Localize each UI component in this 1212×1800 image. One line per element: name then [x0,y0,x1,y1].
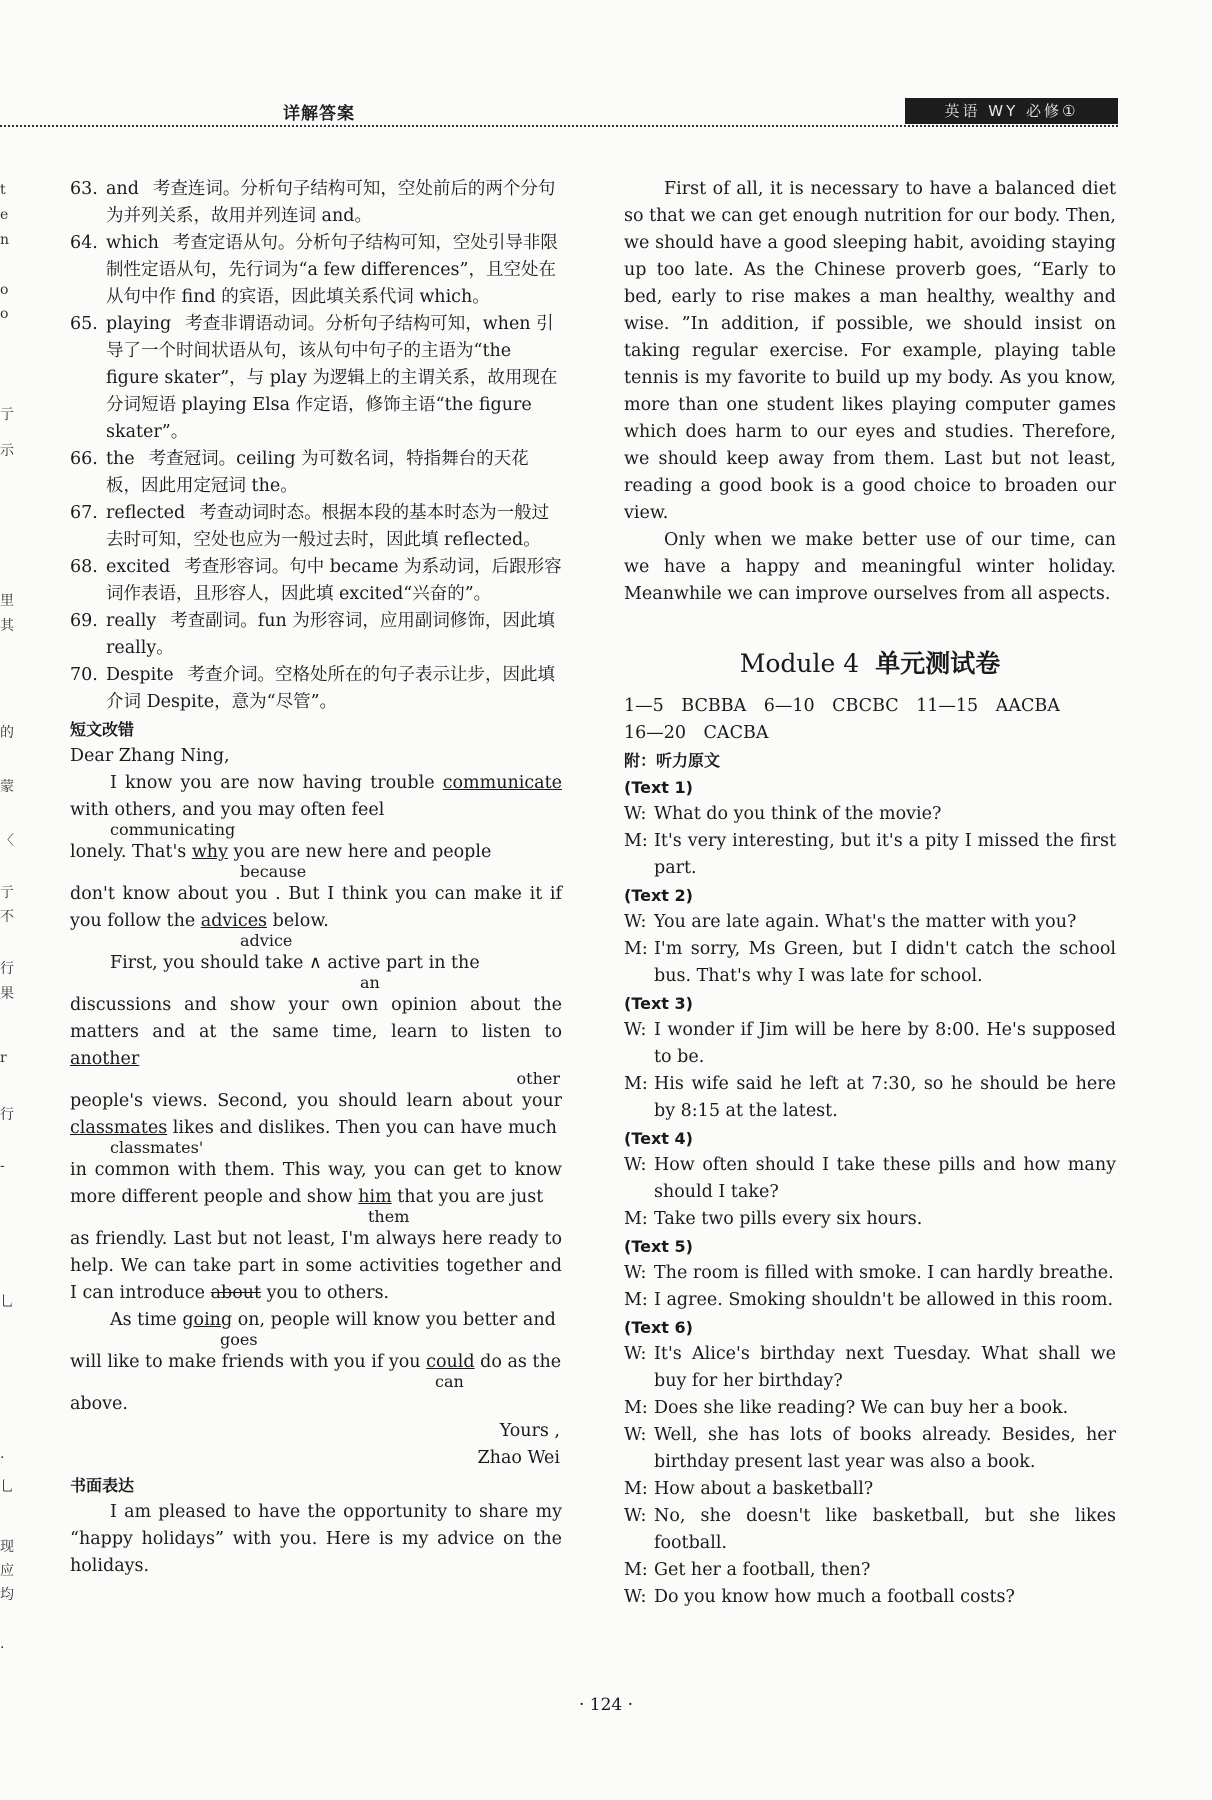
dialogue-line [624,1395,1116,1422]
answer-item [70,500,562,554]
answer-word: really [106,611,157,631]
margin-fragment: 现 [0,1539,14,1555]
correction-text: you are new here and people [233,842,492,862]
correction-text: with others, and you may often feel [70,800,385,820]
listening-text-5 [624,1233,1116,1314]
utterance: Does she like reading? We can buy her a book. [654,1398,1069,1418]
correction-text: as friendly. Last but not least, I'm always here ready to help. We can take part in some activities together and I can introduce [70,1229,562,1303]
speaker: W: [624,1344,647,1364]
margin-fragment: e [0,207,9,223]
text-label: (Text 4) [624,1129,693,1148]
dialogue-line [624,801,1116,828]
answer-item [70,230,562,311]
answer-item [70,176,562,230]
speaker: W: [624,1155,647,1175]
answer-word: reflected [106,503,186,523]
answer-number: 68. [70,557,98,577]
error-word: communicate [442,773,562,793]
writing-paragraph-2: First of all, it is necessary to have a balanced diet so that we can get enough nutrition for our body. Then, we should have a good sleeping habit, avoiding staying up too late. As the Chinese proverb goes, “Early to bed, early to rise makes a man healthy, wealthy and wise. ”In addition, if possible, we should insist on taking regular exercise. For example, playing table tennis is my favorite to build up my body. As you know, more than one student likes playing computer games which does harm to our eyes and studies. Therefore, we should keep away from them. Last but not least, reading a good book is a good choice to broaden our view. [624,179,1116,523]
margin-fragment: o [0,306,9,322]
dialogue-line [624,936,1116,990]
dialogue-line [624,828,1116,882]
margin-fragment: 均 [0,1587,14,1603]
correction-text: do as the [480,1352,562,1372]
correction-text: I know you are now having trouble [110,773,435,793]
answer-word: Despite [106,665,174,685]
margin-fragment: · [0,1640,5,1656]
margin-fragment: 〈 [0,833,14,849]
utterance: Well, she has lots of books already. Besides, her birthday present last year was also a book. [654,1425,1116,1472]
answer-word: and [106,179,139,199]
margin-fragment: 乚 [0,1294,14,1310]
utterance: Take two pills every six hours. [654,1209,923,1229]
module-title [624,650,1116,677]
dialogue-line [624,1287,1116,1314]
margin-fragment: · [0,1450,5,1466]
text-label: (Text 5) [624,1237,693,1256]
margin-fragment: 亍 [0,885,14,901]
error-word: him [358,1187,392,1207]
margin-fragment: - [0,1158,5,1174]
answer-number: 67. [70,503,98,523]
listening-text-4 [624,1125,1116,1233]
speaker: M: [624,939,648,959]
answer-item [70,662,562,716]
listening-text-1 [624,774,1116,882]
correction-mark: an [360,973,380,992]
correction-text: below. [272,911,329,931]
answer-key-line-2: 16—20 CACBA [624,723,769,743]
answer-number: 70. [70,665,98,685]
margin-fragment: 果 [0,986,14,1002]
answer-explanation: 考查非谓语动词。分析句子结构可知，when 引导了一个时间状语从句，该从句中句子的主语为“the figure skater”，与 play 为逻辑上的主谓关系，故用现在分词短语 playing Elsa 作定语，修饰主语“the figure skater”。 [106,314,558,442]
text-label: (Text 3) [624,994,693,1013]
answer-word: the [106,449,135,469]
utterance: What do you think of the movie? [654,804,942,824]
speaker: W: [624,912,647,932]
error-word: another [70,1049,140,1069]
error-word: classmates [70,1118,168,1138]
writing-paragraph-1: I am pleased to have the opportunity to share my “happy holidays” with you. Here is my advice on the holidays. [70,1502,562,1576]
letter-greeting: Dear Zhang Ning, [70,746,230,766]
correction-text: lonely. That's [70,842,187,862]
correction-mark: classmates' [110,1138,204,1157]
margin-fragment: o [0,282,9,298]
correction-mark: other [516,1069,560,1088]
right-column [624,176,1116,1611]
answer-number: 63. [70,179,98,199]
correction-text: As time [110,1310,177,1330]
margin-fragment: 不 [0,909,14,925]
margin-fragment: 乚 [0,1479,14,1495]
correction-text: don't know about you . But I think you can make it if you follow the [70,884,562,931]
margin-fragment: t [0,182,6,198]
utterance: Get her a football, then? [654,1560,871,1580]
correction-text: people's views. Second, you should learn about your [70,1091,562,1111]
answer-explanation: 考查定语从句。分析句子结构可知，空处引导非限制性定语从句，先行词为“a few differences”，且空处在从句中作 find 的宾语，因此填关系代词 which。 [106,233,558,307]
page-number: · 124 · [578,1695,634,1715]
dialogue-line [624,1260,1116,1287]
answer-explanation: 考查介词。空格处所在的句子表示让步，因此填介词 Despite，意为“尽管”。 [106,665,556,712]
correction-text: you to others. [266,1283,390,1303]
utterance: His wife said he left at 7:30, so he should be here by 8:15 at the latest. [654,1074,1116,1121]
answer-explanation: 考查副词。fun 为形容词，应用副词修饰，因此填 really。 [106,611,555,658]
margin-fragment: 蒙 [0,779,14,795]
transcript-heading: 附：听力原文 [624,751,721,770]
answer-word: playing [106,314,172,334]
correction-text: that you are just [397,1187,544,1207]
answer-item [70,311,562,446]
correction-mark: them [368,1207,410,1226]
answer-item [70,608,562,662]
answer-key-line-1: 1—5 BCBBA 6—10 CBCBC 11—15 AACBA [624,696,1060,716]
speaker: W: [624,804,647,824]
margin-fragment: 应 [0,1563,14,1579]
writing-paragraph-3: Only when we make better use of our time, can we have a happy and meaningful winter holiday. Meanwhile we can improve ourselves from all aspects. [624,530,1116,604]
correction-paragraph-1 [70,770,562,950]
answer-explanation: 考查冠词。ceiling 为可数名词，特指舞台的天花板，因此用定冠词 the。 [106,449,529,496]
margin-fragment: 亍 [0,407,14,423]
page-header-title: 详解答案 [283,104,355,124]
answer-word: which [106,233,159,253]
utterance: No, she doesn't like basketball, but she likes football. [654,1506,1116,1553]
utterance: How often should I take these pills and how many should I take? [654,1155,1116,1202]
section-heading-writing: 书面表达 [70,1476,135,1495]
speaker: W: [624,1587,647,1607]
insert-caret: ∧ [308,953,322,973]
dialogue-line [624,1152,1116,1206]
margin-fragment: 其 [0,618,14,634]
section-heading-correction: 短文改错 [70,720,135,739]
margin-fragment: r [0,1050,7,1066]
margin-fragment: 行 [0,961,14,977]
margin-fragment: 示 [0,443,14,459]
speaker: M: [624,1074,648,1094]
dialogue-line [624,1422,1116,1476]
correction-text: First, you should take [110,953,304,973]
utterance: I'm sorry, Ms Green, but I didn't catch the school bus. That's why I was late for school. [654,939,1116,986]
utterance: Do you know how much a football costs? [654,1587,1015,1607]
correction-text: active part in the [327,953,480,973]
correction-text: above. [70,1394,128,1414]
utterance: It's Alice's birthday next Tuesday. What shall we buy for her birthday? [654,1344,1116,1391]
speaker: M: [624,1290,648,1310]
dialogue-line [624,1557,1116,1584]
utterance: You are late again. What's the matter with you? [654,912,1077,932]
speaker: M: [624,831,648,851]
text-label: (Text 6) [624,1318,693,1337]
left-column [70,176,562,1580]
speaker: M: [624,1398,648,1418]
correction-mark: can [435,1372,464,1391]
header-divider [0,125,1118,127]
error-word: could [426,1352,475,1372]
answer-explanation: 考查形容词。句中 became 为系动词，后跟形容词作表语，且形容人，因此填 excited“兴奋的”。 [106,557,562,604]
speaker: M: [624,1209,648,1229]
error-word: advices [200,911,268,931]
correction-paragraph-3 [70,1307,562,1418]
dialogue-line [624,1584,1116,1611]
correction-mark: communicating [110,820,236,839]
answer-explanation: 考查连词。分析句子结构可知，空处前后的两个分句为并列关系，故用并列连词 and。 [106,179,556,226]
listening-text-2 [624,882,1116,990]
text-label: (Text 2) [624,886,693,905]
error-word-deleted: about [210,1283,262,1303]
correction-mark: goes [220,1330,258,1349]
module-title-cn: 单元测试卷 [875,649,1001,678]
margin-fragment: 行 [0,1107,14,1123]
answer-number: 65. [70,314,98,334]
answer-word: excited [106,557,171,577]
correction-mark: because [240,862,307,881]
correction-mark: advice [240,931,293,950]
correction-text: discussions and show your own opinion about the matters and at the same time, learn to listen to [70,995,562,1042]
listening-text-6 [624,1314,1116,1611]
utterance: I agree. Smoking shouldn't be allowed in this room. [654,1290,1114,1310]
letter-signature: Zhao Wei [477,1448,560,1468]
dialogue-line [624,909,1116,936]
utterance: I wonder if Jim will be here by 8:00. He's supposed to be. [654,1020,1116,1067]
answer-explanation: 考查动词时态。根据本段的基本时态为一般过去时可知，空处也应为一般过去时，因此填 reflected。 [106,503,550,550]
utterance: The room is filled with smoke. I can hardly breathe. [654,1263,1114,1283]
dialogue-line [624,1017,1116,1071]
speaker: M: [624,1560,648,1580]
speaker: M: [624,1479,648,1499]
error-word: why [191,842,228,862]
correction-text: on, people will know you better and [237,1310,556,1330]
correction-text: likes and dislikes. Then you can have much [172,1118,557,1138]
error-word: going [182,1310,233,1330]
utterance: How about a basketball? [654,1479,874,1499]
answer-number: 66. [70,449,98,469]
subject-badge: 英语 WY 必修① [905,98,1118,124]
letter-closing: Yours , [499,1421,560,1441]
text-label: (Text 1) [624,778,693,797]
correction-text: in common with them. This way, you can get to know more different people and show [70,1160,562,1207]
answer-number: 69. [70,611,98,631]
dialogue-line [624,1476,1116,1503]
module-title-en: Module 4 [739,649,860,678]
answer-number: 64. [70,233,98,253]
margin-fragment: n [0,232,10,248]
speaker: W: [624,1506,647,1526]
speaker: W: [624,1020,647,1040]
dialogue-line [624,1071,1116,1125]
margin-fragment: 的 [0,725,14,741]
answer-item [70,554,562,608]
dialogue-line [624,1341,1116,1395]
answer-item [70,446,562,500]
correction-paragraph-2 [70,950,562,1307]
speaker: W: [624,1425,647,1445]
listening-text-3 [624,990,1116,1125]
dialogue-line [624,1206,1116,1233]
speaker: W: [624,1263,647,1283]
margin-fragment: 里 [0,593,14,609]
utterance: It's very interesting, but it's a pity I missed the first part. [654,831,1116,878]
dialogue-line [624,1503,1116,1557]
correction-text: will like to make friends with you if you [70,1352,421,1372]
